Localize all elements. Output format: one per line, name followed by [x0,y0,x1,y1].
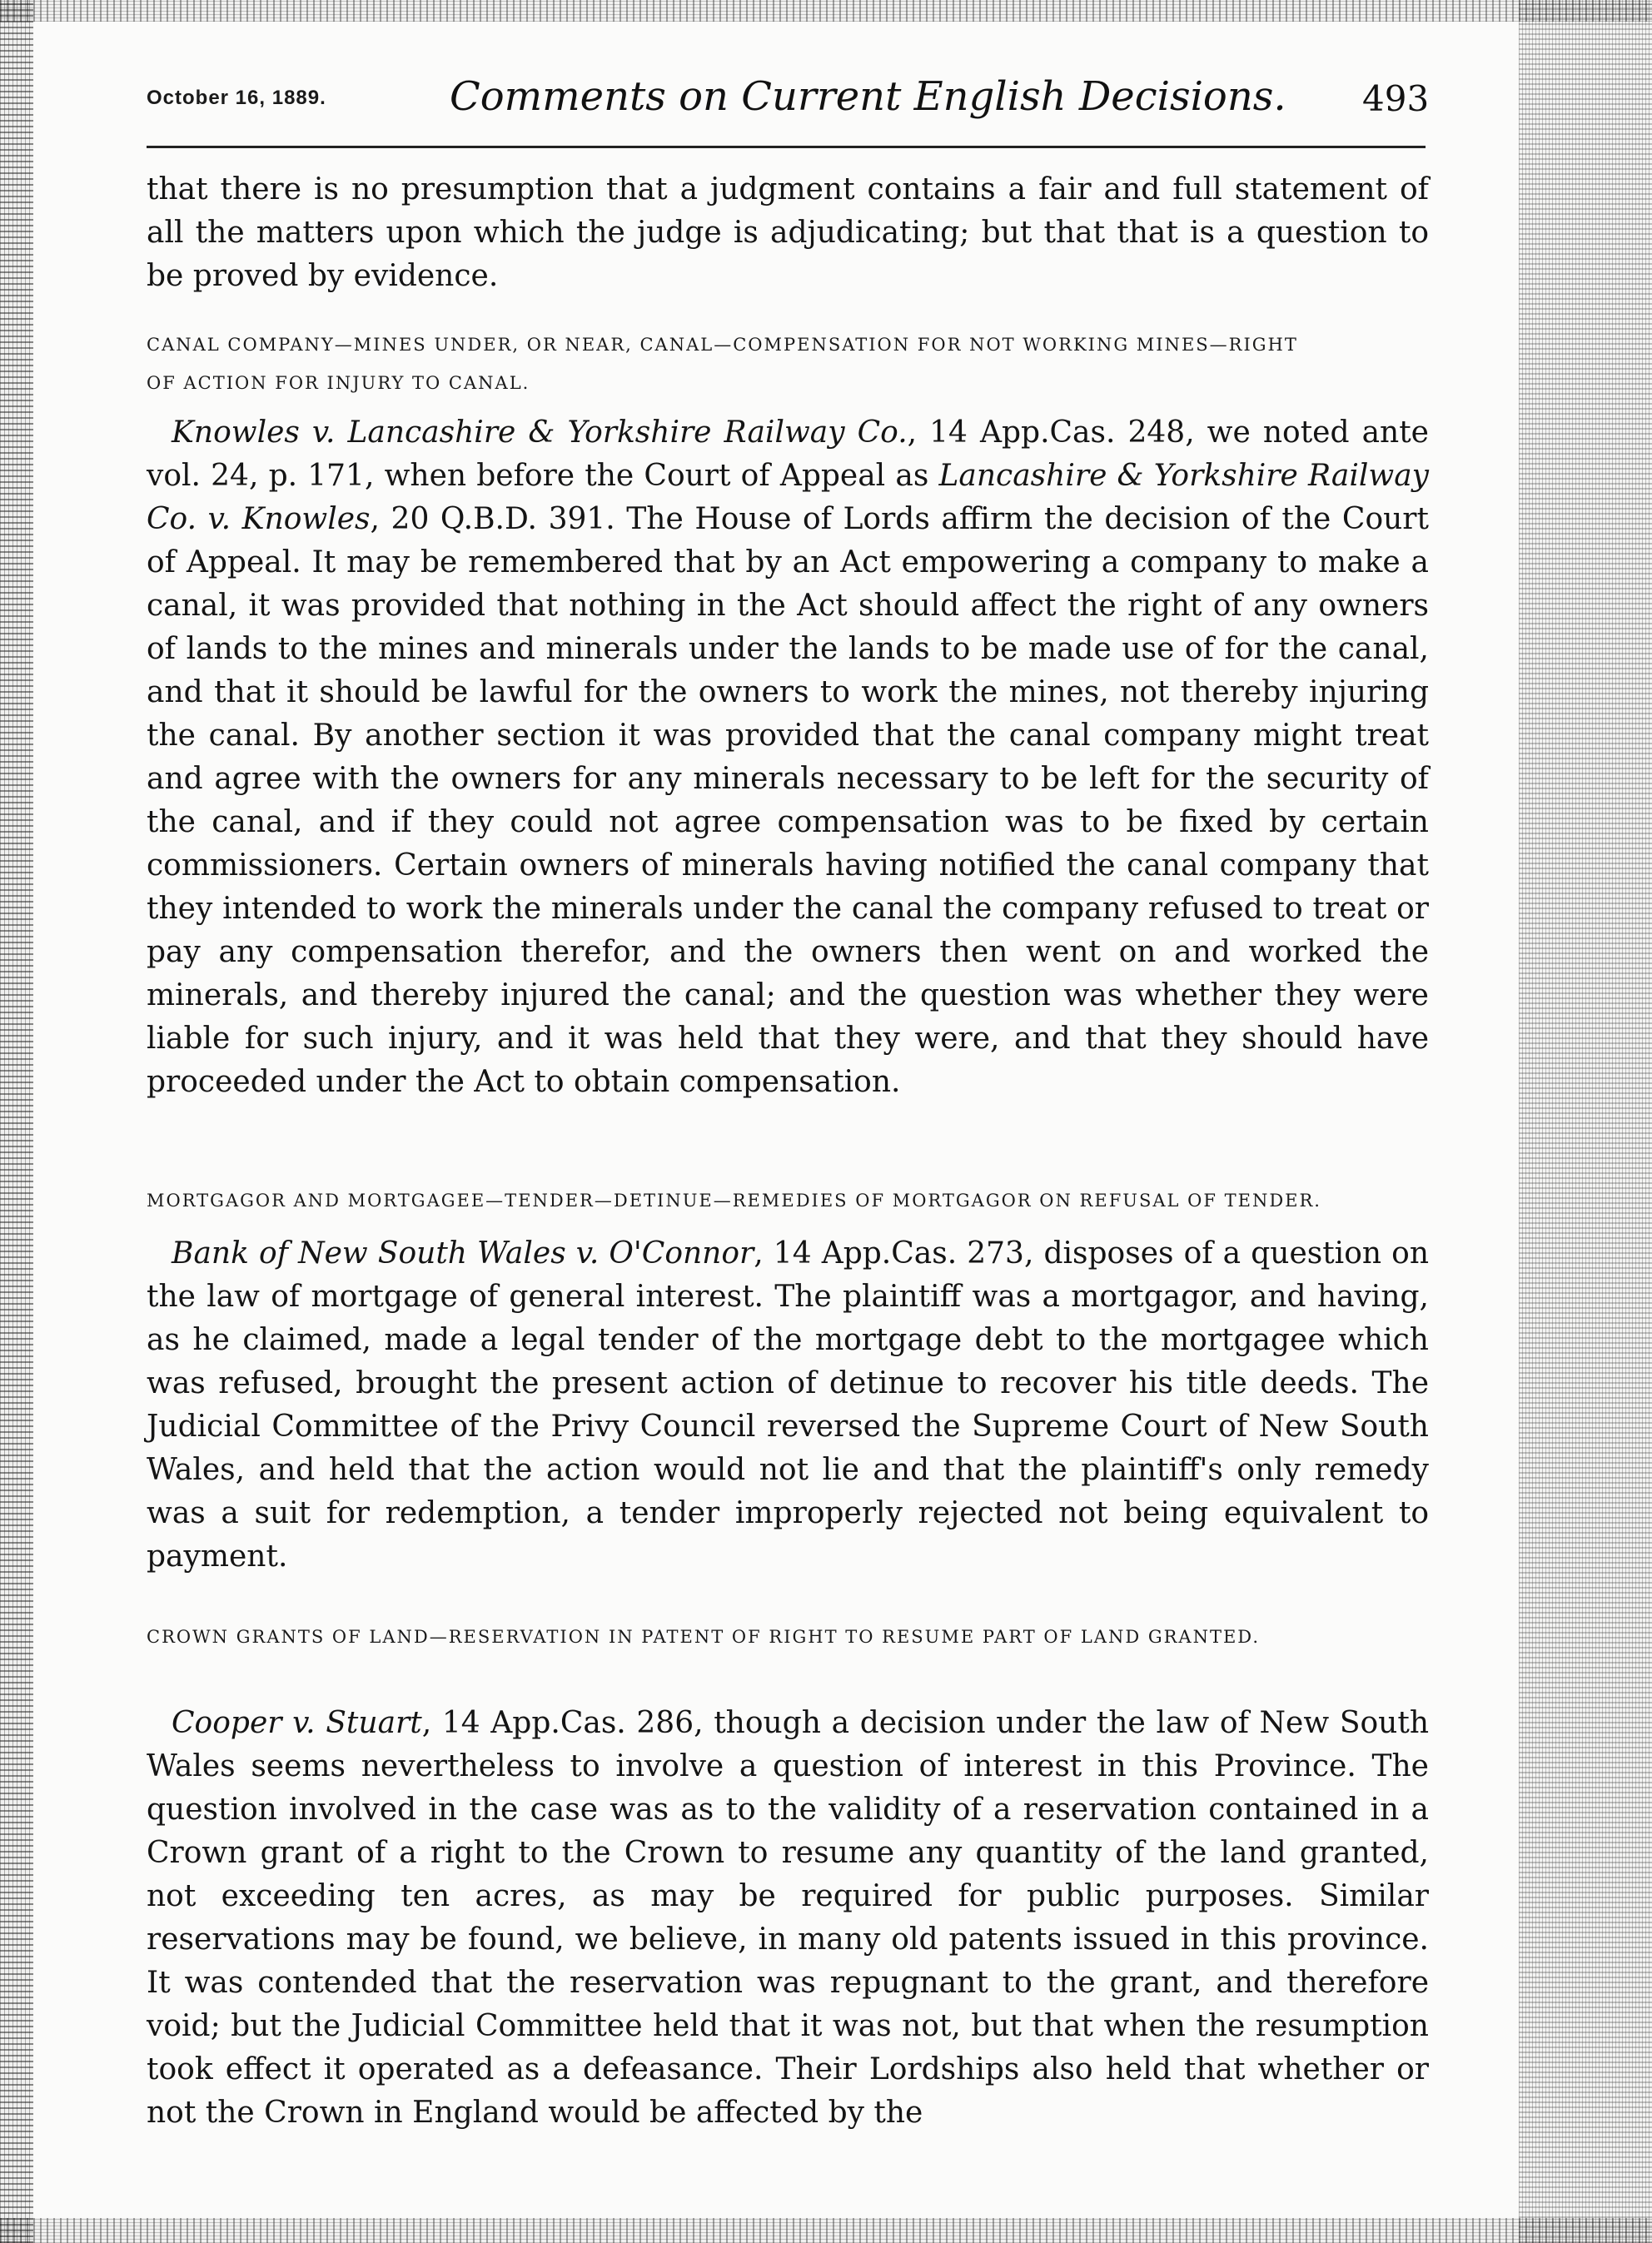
case-name: Bank of New South Wales v. O'Connor [172,1236,754,1271]
scan-edge-left [0,0,33,2243]
header-date: October 16, 1889. [147,87,326,109]
case-name: Cooper v. Stuart [172,1706,422,1740]
case-name: Knowles v. Lancashire & Yorkshire Railway Co. [172,415,908,450]
section-paragraph-crown-grants [147,1702,1429,2135]
section-paragraph-mortgage [147,1232,1429,1579]
running-title: Comments on Current English Decisions. [450,73,1286,120]
intro-paragraph: that there is no presumption that a judgment contains a fair and full statement of all the matters upon which the judge is adjudicating; but that that is a question to be proved by evidence. [147,172,1429,293]
scan-edge-bottom [0,2218,1652,2243]
page-number: 493 [1362,78,1430,119]
case-name-secondary: Lancashire & Yorkshire Railway Co. v. Knowles [147,459,1429,536]
scan-edge-top [0,0,1652,22]
section-paragraph-canal [147,411,1429,1104]
section-heading-canal: CANAL COMPANY—MINES UNDER, OR NEAR, CANAL—COMPENSATION FOR NOT WORKING MINES—RIGHT [147,335,1298,355]
section-heading-crown-grants: CROWN GRANTS OF LAND—RESERVATION IN PATENT OF RIGHT TO RESUME PART OF LAND GRANTED. [147,1627,1261,1647]
header-rule [147,146,1426,148]
section-heading-canal-cont: OF ACTION FOR INJURY TO CANAL. [147,373,530,393]
section-heading-mortgage: MORTGAGOR AND MORTGAGEE—TENDER—DETINUE—REMEDIES OF MORTGAGOR ON REFUSAL OF TENDER. [147,1191,1321,1211]
paragraph-body: , 14 App.Cas. 273, disposes of a question on the law of mortgage of general interest. The plaintiff was a mortgagor, and having, as he claimed, made a legal tender of the mortgage debt to the mortgagee which was refused, brought the present action of detinue to recover his title deeds. The Judicial Committee of the Privy Council reversed the Supreme Court of New South Wales, and held that the action would not lie and that the plaintiff's only remedy was a suit for redemption, a tender improperly rejected not being equivalent to payment. [147,1236,1430,1574]
paragraph-body: , 14 App.Cas. 286, though a decision under the law of New South Wales seems nevertheless to involve a question of interest in this Province. The question involved in the case was as to the validity of a reservation contained in a Crown grant of a right to the Crown to resume any quantity of the land granted, not exceeding ten acres, as may be required for public purposes. Similar reservations may be found, we believe, in many old patents issued in this province. It was contended that the reservation was repugnant to the grant, and therefore void; but the Judicial Committee held that it was not, but that when the resumption took effect it operated as a defeasance. Their Lordships also held that whether or not the Crown in England would be affected by the [147,1706,1429,2130]
citation-text: , 14 App.Cas. 248, we noted ante vol. 24, p. 171, when before the Court of Appeal as [147,415,1429,493]
paragraph-body: , 20 Q.B.D. 391. The House of Lords affirm the decision of the Court of Appeal. It may be remembered that by an Act empowering a company to make a canal, it was provided that nothing in the Act should affect the right of any owners of lands to the mines and minerals under the lands to be made use of for the canal, and that it should be lawful for the owners to work the mines, not thereby injuring the canal. By another section it was provided that the canal company might treat and agree with the owners for any minerals necessary to be left for the security of the canal, and if they could not agree compensation was to be fixed by certain commissioners. Certain owners of minerals having notified the canal company that they intended to work the minerals under the canal the company refused to treat or pay any compensation therefor, and the owners then went on and worked the minerals, and thereby injured the canal; and the question was whether they were liable for such injury, and it was held that they were, and that they should have proceeded under the Act to obtain compensation. [147,502,1429,1099]
scan-edge-right [1519,0,1652,2243]
